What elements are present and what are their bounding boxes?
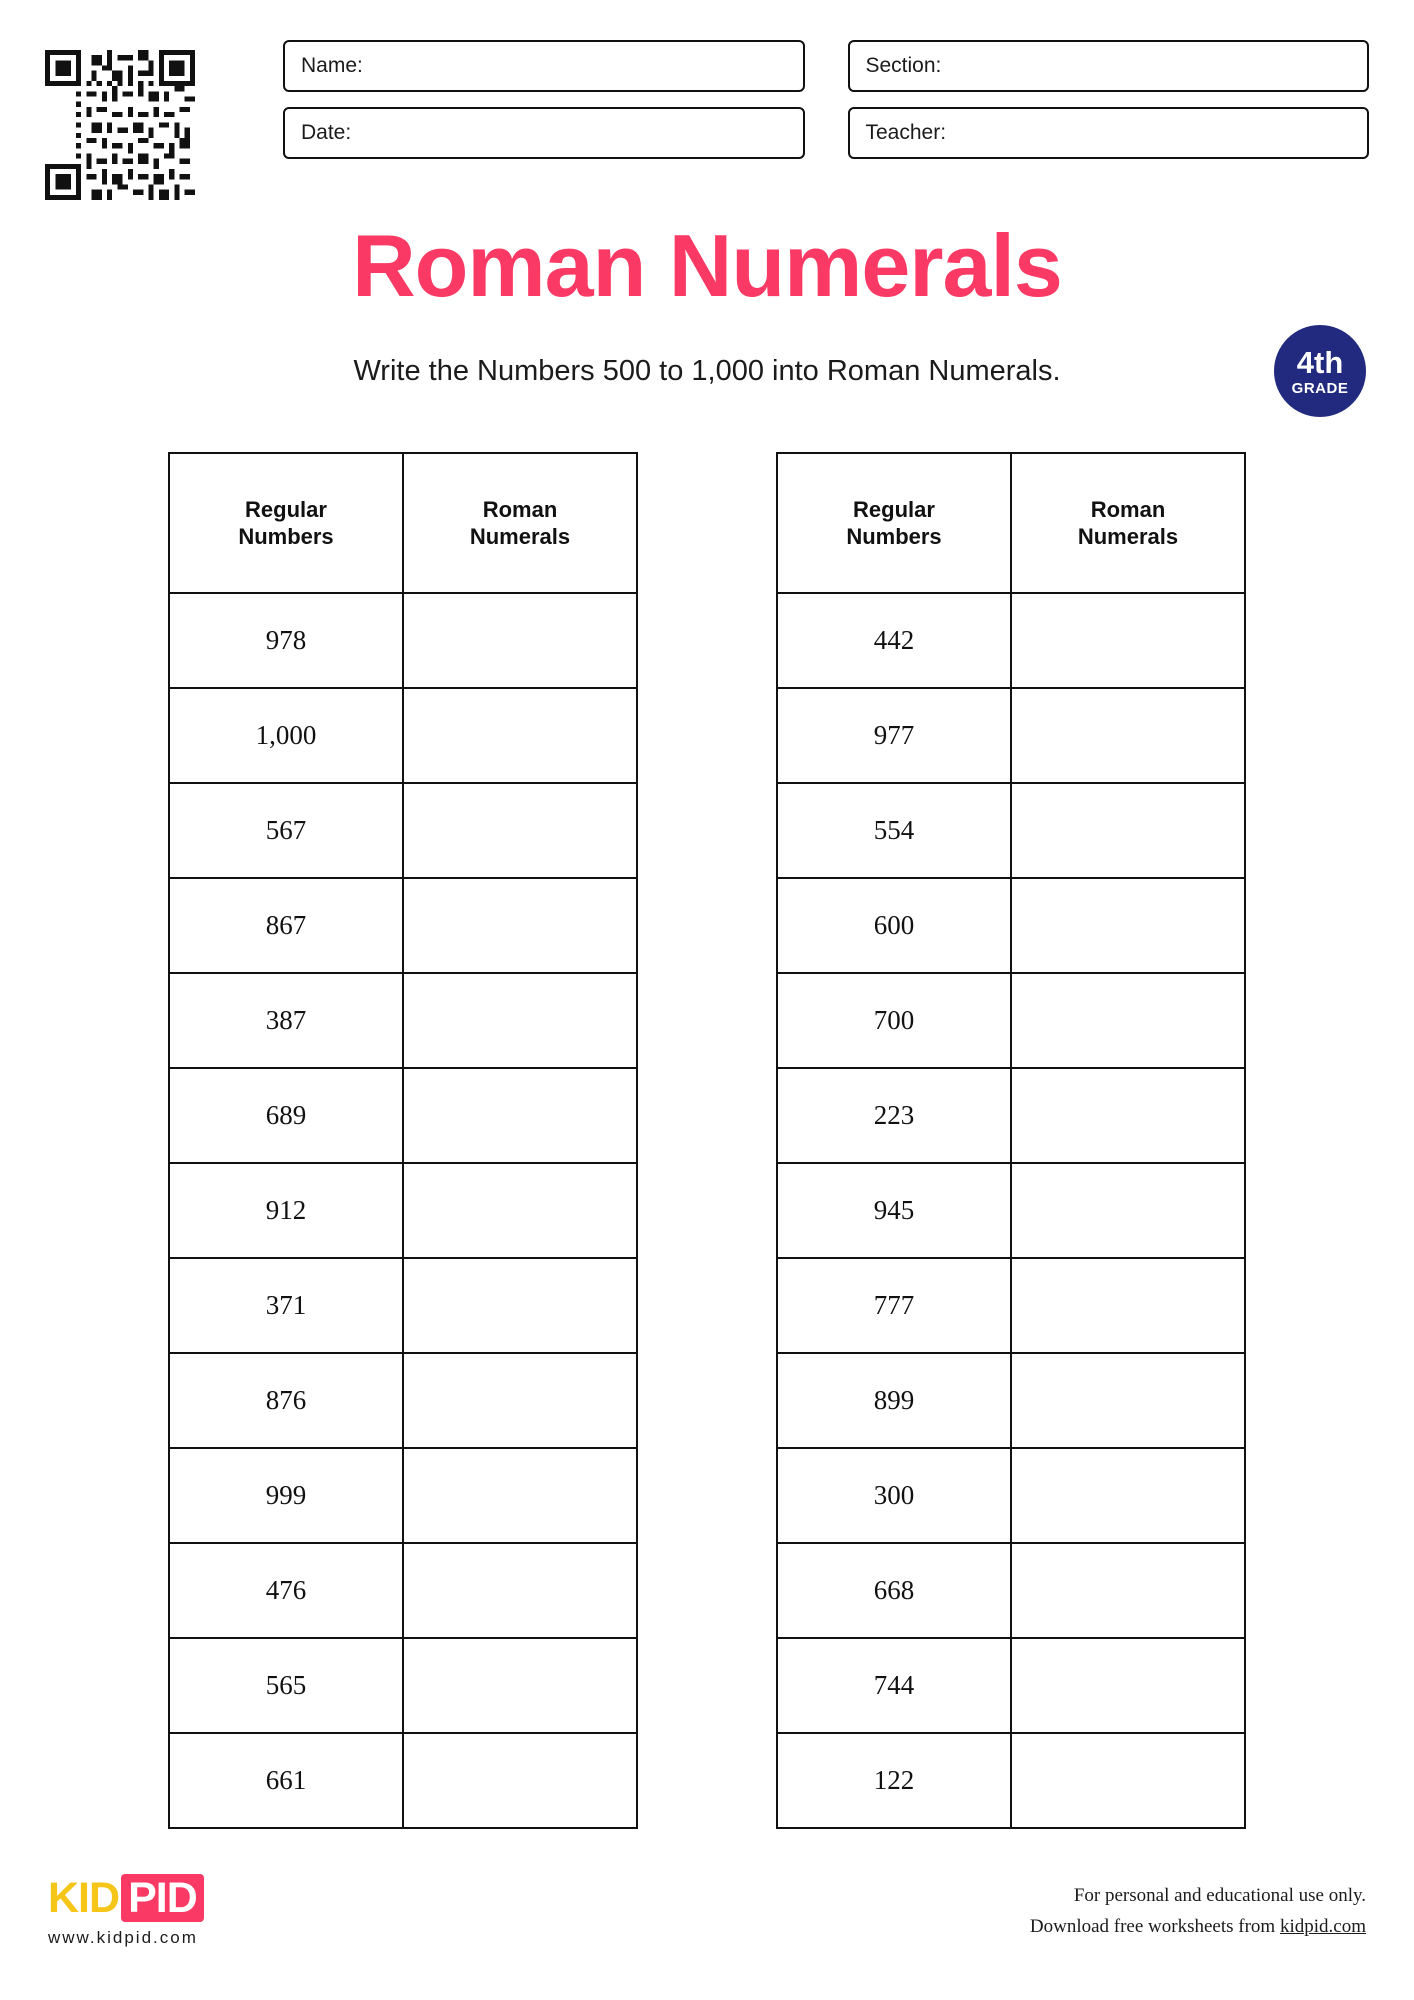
header-line-1: Regular	[245, 496, 327, 522]
roman-numeral-answer-cell[interactable]	[1011, 1543, 1245, 1638]
date-field[interactable]	[283, 107, 805, 159]
regular-number-cell: 661	[169, 1733, 403, 1828]
section-field[interactable]	[848, 40, 1370, 92]
roman-numeral-answer-cell[interactable]	[403, 973, 637, 1068]
table-row	[169, 688, 637, 783]
regular-number-cell: 554	[777, 783, 1011, 878]
column-header-regular-numbers	[777, 453, 1011, 593]
table-row	[169, 783, 637, 878]
regular-number-cell: 565	[169, 1638, 403, 1733]
table-row	[169, 1258, 637, 1353]
table-row	[169, 1448, 637, 1543]
table-row	[777, 688, 1245, 783]
regular-number-cell: 122	[777, 1733, 1011, 1828]
regular-number-cell: 689	[169, 1068, 403, 1163]
regular-number-cell: 777	[777, 1258, 1011, 1353]
roman-numeral-answer-cell[interactable]	[403, 1258, 637, 1353]
roman-numeral-answer-cell[interactable]	[1011, 878, 1245, 973]
roman-numeral-answer-cell[interactable]	[1011, 1068, 1245, 1163]
table-row	[777, 1353, 1245, 1448]
roman-numeral-answer-cell[interactable]	[1011, 593, 1245, 688]
roman-numeral-answer-cell[interactable]	[403, 1638, 637, 1733]
roman-numeral-answer-cell[interactable]	[403, 1068, 637, 1163]
logo-url: www.kidpid.com	[48, 1928, 198, 1947]
table-row	[777, 1258, 1245, 1353]
regular-number-cell: 978	[169, 593, 403, 688]
roman-numeral-answer-cell[interactable]	[403, 1733, 637, 1828]
table-right-body	[777, 593, 1245, 1828]
regular-number-cell: 476	[169, 1543, 403, 1638]
regular-number-cell: 977	[777, 688, 1011, 783]
column-header-roman-numerals	[403, 453, 637, 593]
page-title: Roman Numerals	[352, 216, 1062, 315]
table-row	[169, 1638, 637, 1733]
regular-number-cell: 876	[169, 1353, 403, 1448]
column-header-roman-numerals	[1011, 453, 1245, 593]
regular-number-cell: 945	[777, 1163, 1011, 1258]
roman-numeral-answer-cell[interactable]	[1011, 1448, 1245, 1543]
qr-code-icon	[45, 50, 195, 200]
roman-numeral-answer-cell[interactable]	[403, 593, 637, 688]
grade-badge	[1274, 325, 1366, 417]
table-row	[777, 1638, 1245, 1733]
table-row	[777, 973, 1245, 1068]
table-row	[169, 1733, 637, 1828]
header-line-1: Regular	[853, 496, 935, 522]
regular-number-cell: 300	[777, 1448, 1011, 1543]
name-field[interactable]	[283, 40, 805, 92]
regular-number-cell: 668	[777, 1543, 1011, 1638]
roman-numeral-answer-cell[interactable]	[1011, 1638, 1245, 1733]
column-header-regular-numbers	[169, 453, 403, 593]
regular-number-cell: 744	[777, 1638, 1011, 1733]
table-row	[169, 1068, 637, 1163]
header-line-1: Roman	[482, 496, 558, 522]
regular-number-cell: 999	[169, 1448, 403, 1543]
table-row	[169, 878, 637, 973]
roman-numeral-answer-cell[interactable]	[403, 1353, 637, 1448]
roman-numeral-answer-cell[interactable]	[403, 783, 637, 878]
teacher-field-label: Teacher:	[865, 121, 947, 144]
teacher-field[interactable]	[848, 107, 1370, 159]
table-row	[777, 1543, 1245, 1638]
regular-number-cell: 600	[777, 878, 1011, 973]
worksheet-header	[45, 40, 1369, 200]
table-row	[169, 1163, 637, 1258]
student-info-fields	[283, 40, 1369, 159]
roman-numeral-answer-cell[interactable]	[403, 688, 637, 783]
date-field-label: Date:	[301, 121, 352, 144]
regular-number-cell: 1,000	[169, 688, 403, 783]
header-line-2: Numerals	[469, 524, 571, 549]
name-field-label: Name:	[301, 54, 363, 77]
grade-badge-word: GRADE	[1291, 379, 1349, 397]
header-line-2: Numbers	[846, 524, 942, 549]
roman-numeral-answer-cell[interactable]	[403, 1543, 637, 1638]
page-subtitle: Write the Numbers 500 to 1,000 into Roman Numerals.	[353, 355, 1061, 387]
table-row	[169, 453, 637, 593]
roman-numeral-answer-cell[interactable]	[1011, 1163, 1245, 1258]
regular-number-cell: 387	[169, 973, 403, 1068]
table-row	[777, 878, 1245, 973]
table-row	[777, 453, 1245, 593]
roman-numeral-answer-cell[interactable]	[1011, 1353, 1245, 1448]
regular-number-cell: 899	[777, 1353, 1011, 1448]
table-left-body	[169, 593, 637, 1828]
table-row	[777, 1163, 1245, 1258]
logo-kid-text: KID	[48, 1874, 120, 1922]
header-line-2: Numbers	[238, 524, 334, 549]
table-left-head	[169, 453, 637, 593]
table-row	[777, 593, 1245, 688]
section-field-label: Section:	[865, 54, 942, 77]
regular-number-cell: 867	[169, 878, 403, 973]
header-line-1: Roman	[1090, 496, 1166, 522]
regular-number-cell: 371	[169, 1258, 403, 1353]
table-row	[777, 1448, 1245, 1543]
footer-note	[1030, 1881, 1366, 1942]
roman-numeral-answer-cell[interactable]	[403, 878, 637, 973]
roman-numeral-answer-cell[interactable]	[403, 1163, 637, 1258]
regular-number-cell: 442	[777, 593, 1011, 688]
table-row	[169, 973, 637, 1068]
roman-numeral-answer-cell[interactable]	[1011, 1733, 1245, 1828]
table-row	[169, 1543, 637, 1638]
table-row	[777, 1068, 1245, 1163]
roman-numeral-answer-cell[interactable]	[1011, 1258, 1245, 1353]
roman-numeral-answer-cell[interactable]	[1011, 973, 1245, 1068]
kidpid-logo	[48, 1874, 248, 1948]
footer-note-line2	[1030, 1912, 1366, 1942]
regular-number-cell: 567	[169, 783, 403, 878]
footer-note-prefix: Download free worksheets from	[1029, 1915, 1280, 1937]
worksheet-table-left	[168, 452, 638, 1829]
logo-pid-text: PID	[121, 1874, 204, 1922]
table-row	[169, 1353, 637, 1448]
table-right-head	[777, 453, 1245, 593]
worksheet-tables	[168, 452, 1246, 1829]
footer-note-line1: For personal and educational use only.	[1073, 1885, 1366, 1907]
grade-badge-number: 4th	[1296, 344, 1344, 380]
header-line-2: Numerals	[1077, 524, 1179, 549]
table-row	[777, 783, 1245, 878]
regular-number-cell: 700	[777, 973, 1011, 1068]
roman-numeral-answer-cell[interactable]	[1011, 783, 1245, 878]
regular-number-cell: 223	[777, 1068, 1011, 1163]
worksheet-table-right	[776, 452, 1246, 1829]
table-row	[777, 1733, 1245, 1828]
table-row	[169, 593, 637, 688]
kidpid-link[interactable]: kidpid.com	[1279, 1915, 1366, 1937]
regular-number-cell: 912	[169, 1163, 403, 1258]
roman-numeral-answer-cell[interactable]	[1011, 688, 1245, 783]
roman-numeral-answer-cell[interactable]	[403, 1448, 637, 1543]
